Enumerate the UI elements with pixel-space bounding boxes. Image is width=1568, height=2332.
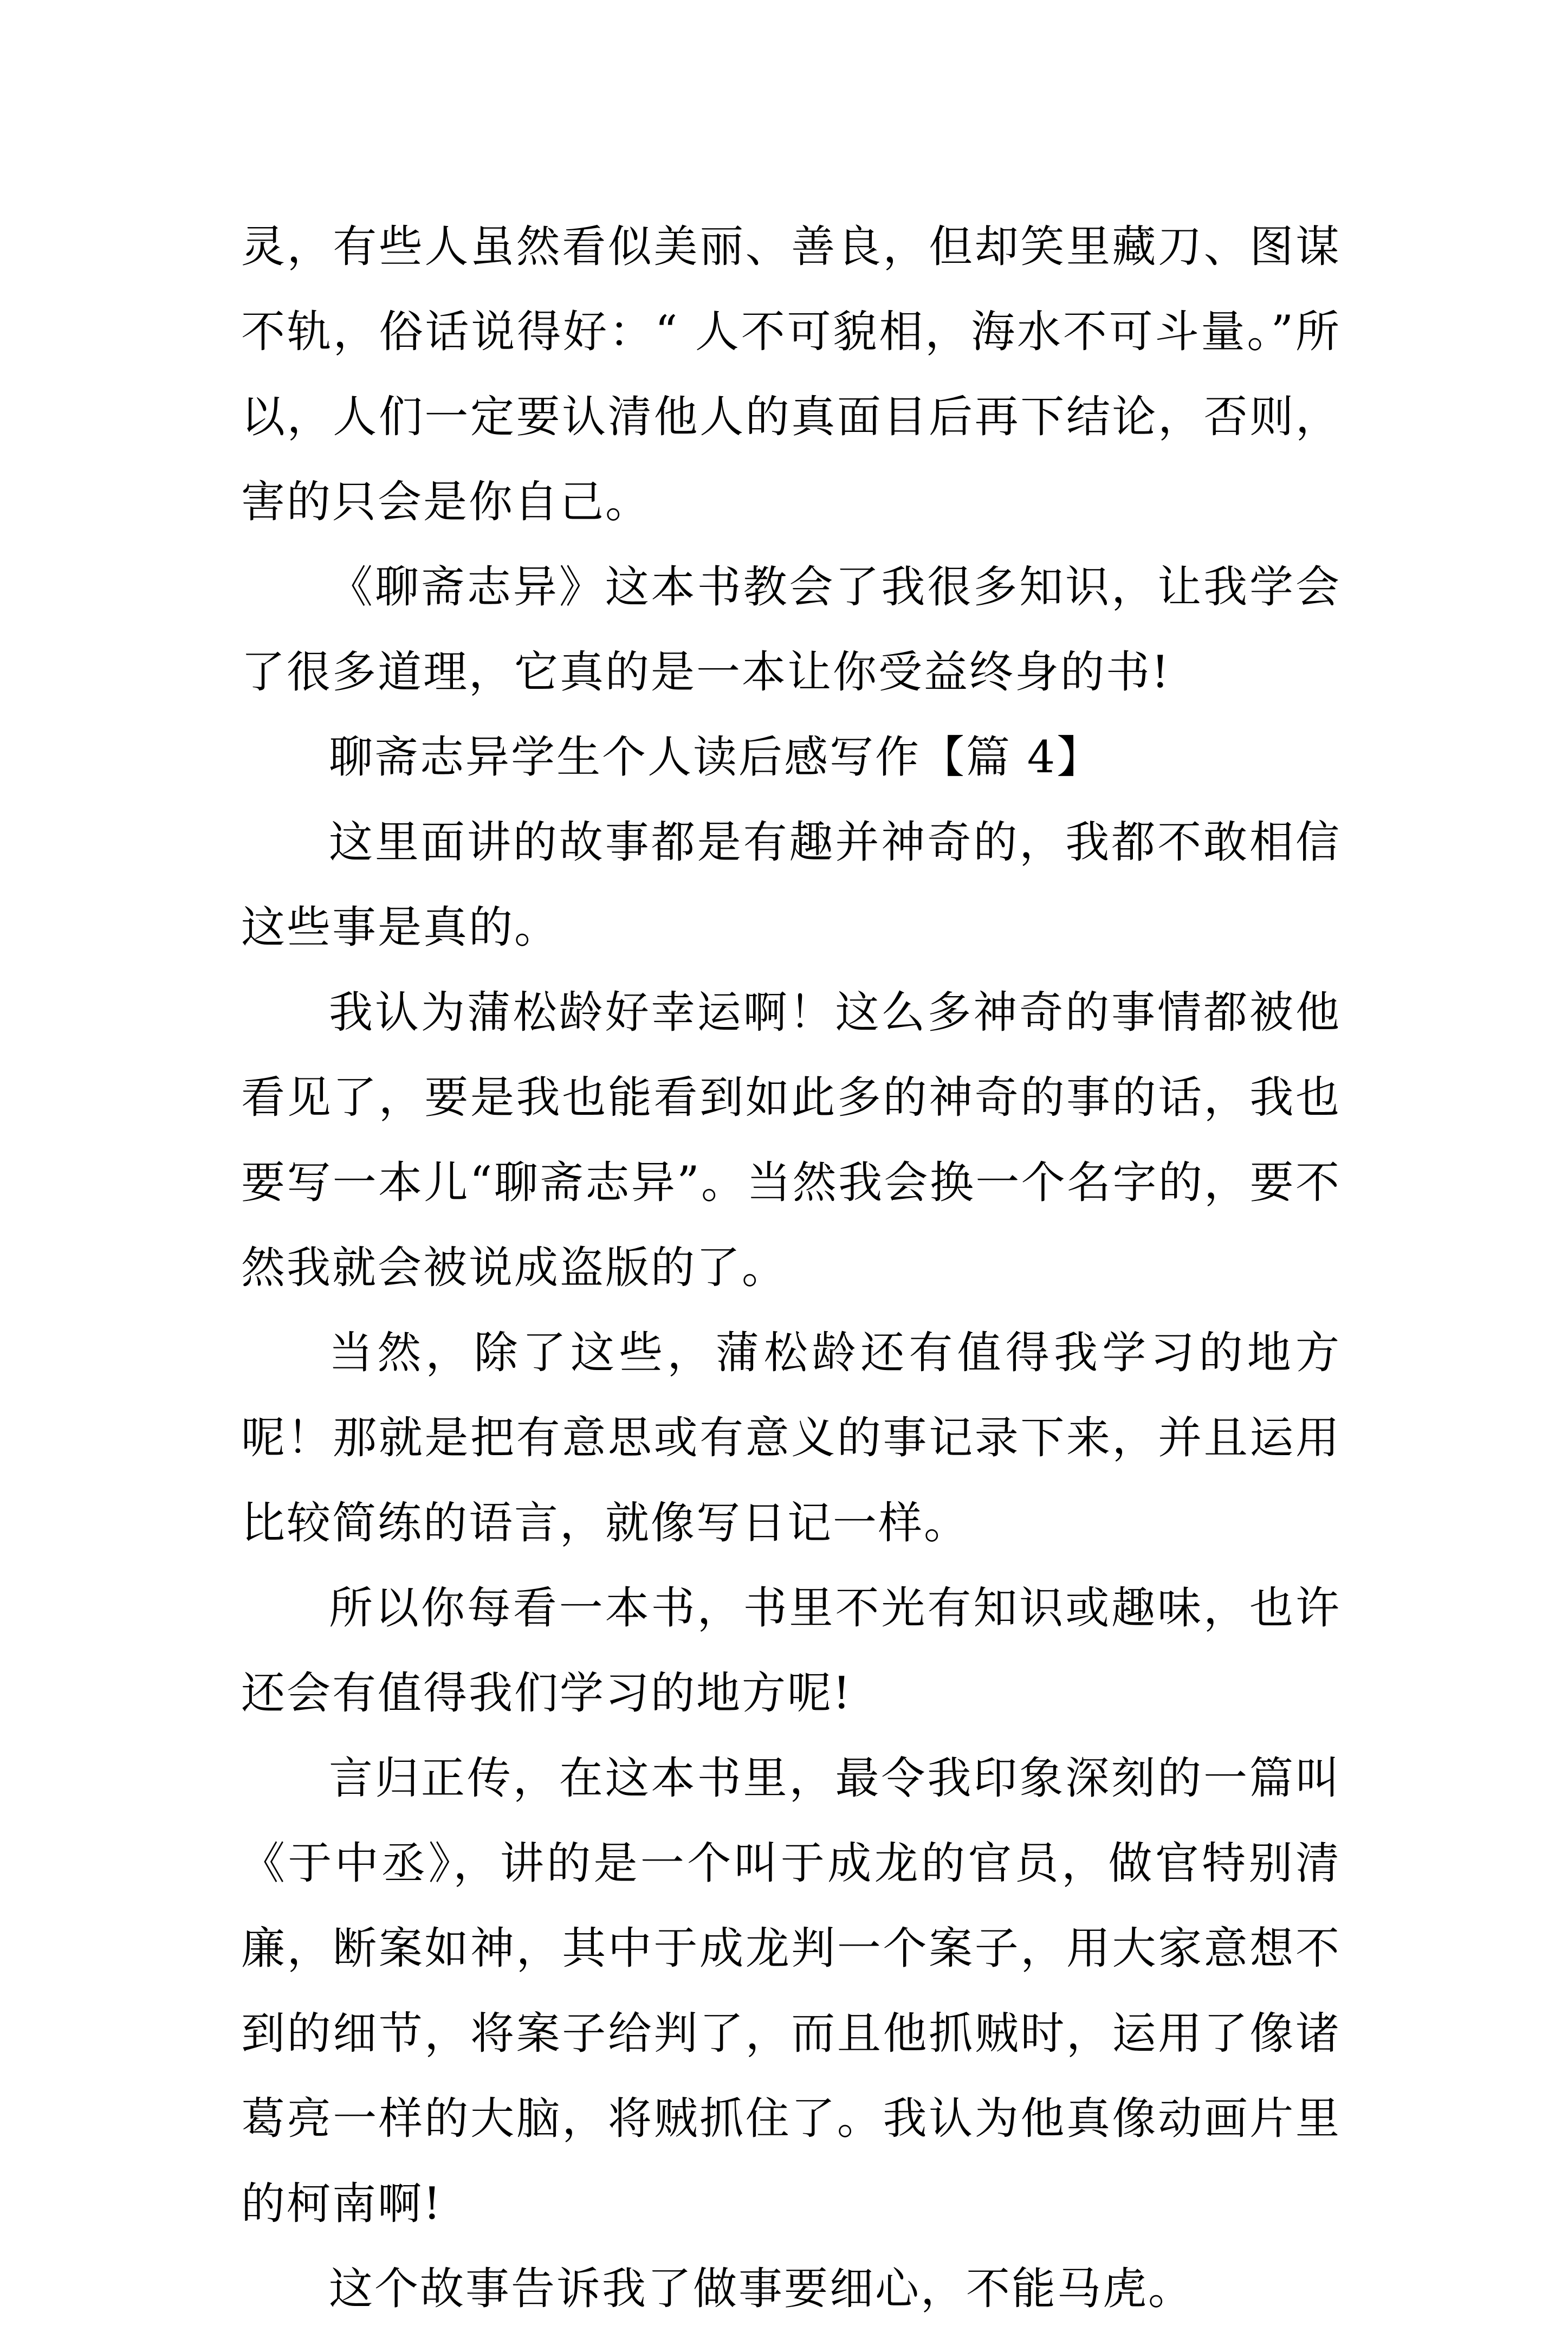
paragraph-book-benefit: 《聊斋志异》这本书教会了我很多知识，让我学会了很多道理，它真的是一本让你受益终身的书! [241,562,1341,698]
paragraph-conclusion: 这个故事告诉我了做事要细心，不能马虎。 [329,2264,1194,2315]
paragraph-yu-zhongcheng: 言归正传，在这本书里，最令我印象深刻的一篇叫《于中丞》，讲的是一个叫于成龙的官员，做官特别清廉，断案如神，其中于成龙判一个案子，用大家意想不到的细节，将案子给判了，而且他抓贼时，运用了像诸葛亮一样的大脑，将贼抓住了。我认为他真像动画片里的柯南啊! [241,1753,1341,2230]
section-heading: 聊斋志异学生个人读后感写作【篇 4】 [329,732,1103,783]
paragraph-pu-songling-lucky: 我认为蒲松龄好幸运啊！这么多神奇的事情都被他看见了，要是我也能看到如此多的神奇的事的话，我也要写一本儿“聊斋志异”。当然我会换一个名字的，要不然我就会被说成盗版的了。 [241,987,1341,1294]
paragraph-continuation: 灵，有些人虽然看似美丽、善良，但却笑里藏刀、图谋不轨，俗话说得好：“ 人不可貌相，海水不可斗量。”所以，人们一定要认清他人的真面目后再下结论，否则，害的只会是你自己。 [241,222,1341,528]
document-body [241,205,1341,2332]
paragraph-every-book: 所以你每看一本书，书里不光有知识或趣味，也许还会有值得我们学习的地方呢! [241,1583,1341,1719]
paragraph-learn-from-author: 当然，除了这些，蒲松龄还有值得我学习的地方呢！那就是把有意思或有意义的事记录下来，并且运用比较简练的语言，就像写日记一样。 [241,1328,1341,1549]
paragraph-stories-intro: 这里面讲的故事都是有趣并神奇的，我都不敢相信这些事是真的。 [241,817,1341,953]
